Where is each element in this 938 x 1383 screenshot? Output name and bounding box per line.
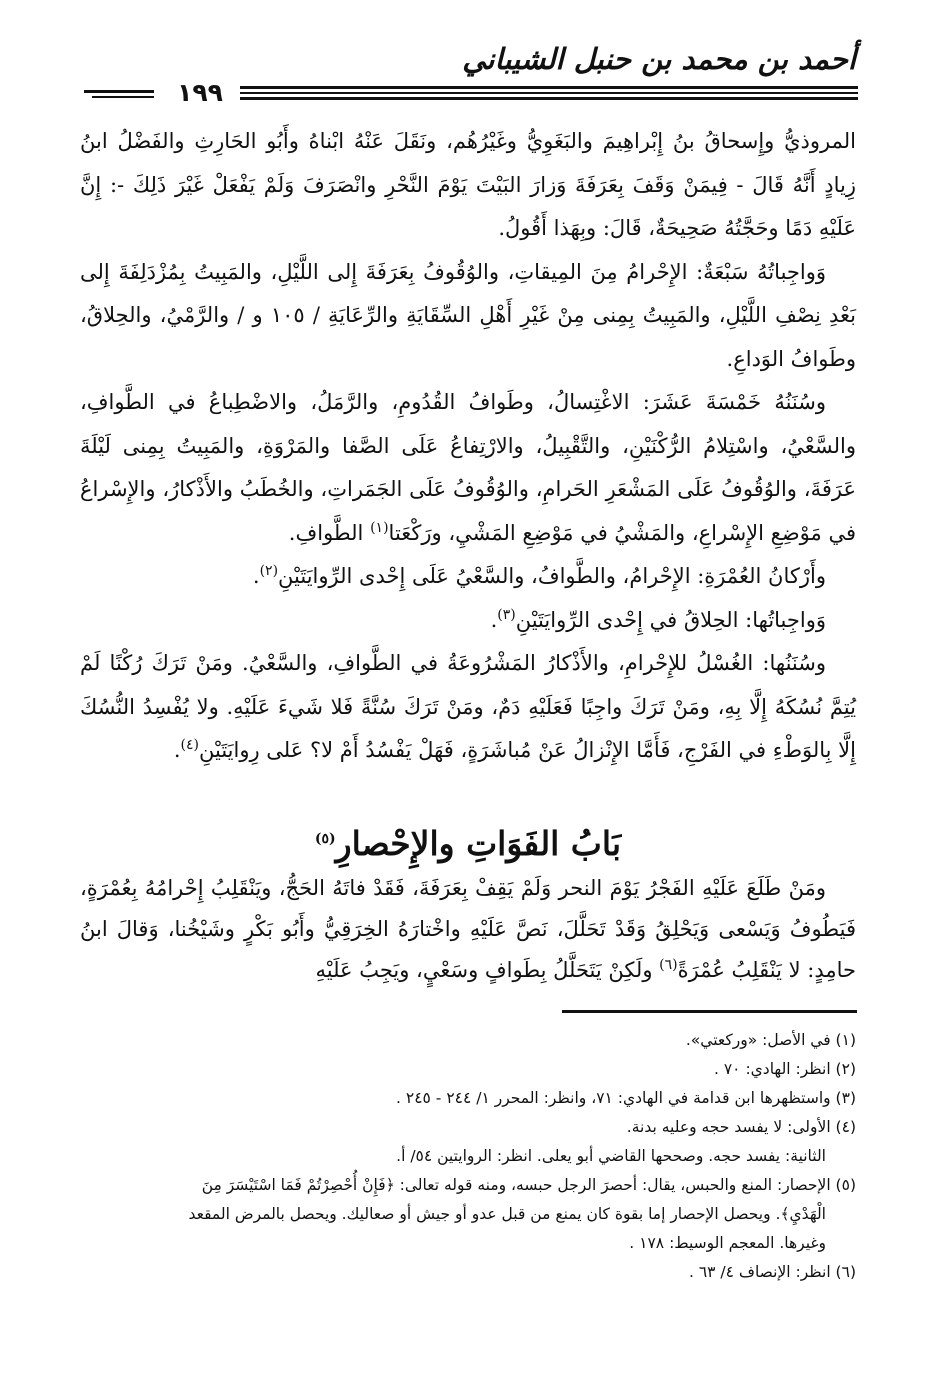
footnote-ref-3[interactable]: (٣) — [497, 606, 516, 623]
footnote-1: (١) في الأصل: «وركعتي». — [685, 1031, 856, 1049]
paragraph-hajj-sunan — [80, 381, 856, 555]
chapter-heading — [80, 820, 856, 868]
footnote-ref-5[interactable]: (٥) — [314, 831, 336, 847]
paragraph-text-end: الطَّوافِ. — [288, 520, 364, 545]
footnote-ref-4[interactable]: (٤) — [180, 737, 199, 753]
paragraph-text-end: . — [490, 607, 498, 632]
chapter-title: بَابُ الفَوَاتِ والإِحْصارِ — [335, 824, 622, 863]
footnote-4: (٤) الأولى: لا يفسد حجه وعليه بدنة. — [626, 1118, 856, 1136]
footnote-5: (٥) الإحصار: المنع والحبس، يقال: أحصرَ الرجل حبسه، ومنه قوله تعالى: ﴿فَإِنْ أُحْصِرْتُمْ فَمَا اسْتَيْسَرَ مِنَ الْهَدْيِ﴾. ويحصل الإحصار إما بقوة كان يمنع من قبل عدو أو جيش أو صعاليك. ويحصل بالمرض المقعد وغيرها. المعجم الوسيط: ١٧٨ . — [188, 1176, 856, 1252]
paragraph-missed-hajj — [80, 868, 856, 991]
paragraph-text: ومَنْ طَلَعَ عَلَيْهِ الفَجْرُ يَوْمَ النحر وَلَمْ يَقِفْ بِعَرَفَةَ، فَقَدْ فاتَهُ الحَجُّ، ويَنْقَلِبُ إِحْرامُهُ بِعُمْرَةٍ، فَيَطُوفُ وَيَسْعى وَيَحْلِقُ وَقَدْ تَحَلَّلَ، نَصَّ عَلَيْهِ واخْتارَهُ الخِرَقِيُّ وأَبُو بَكْرٍ وشَيْخُنا، وَقالَ ابنُ حامِدٍ: لا يَنْقَلِبُ عُمْرَةً — [80, 876, 856, 982]
running-title: أحمد بن محمد بن حنبل الشيباني — [462, 42, 856, 76]
paragraph-umrah-pillars — [80, 555, 856, 599]
main-text — [80, 120, 856, 773]
chapter-text — [80, 868, 856, 991]
footnote-6: (٦) انظر: الإنصاف ٤/ ٦٣ . — [688, 1263, 856, 1281]
paragraph-hajj-obligations: وَواجِباتُهُ سَبْعَةٌ: الإِحْرامُ مِنَ المِيقاتِ، والوُقُوفُ بِعَرَفَةَ إِلى اللَّيْلِ، والمَبِيتُ بِمُزْدَلِفَةَ إِلى بَعْدِ نِصْفِ اللَّيْلِ، والمَبِيتُ بِمِنى مِنْ غَيْرِ أَهْلِ السِّقَايَةِ والرِّعَايَةِ / ١٠٥ و / والرَّمْيُ، والحِلاقُ، وطَوافُ الوَداعِ. — [80, 259, 856, 371]
paragraph-text-end: . — [252, 564, 260, 588]
paragraph-text: وسُنَنُهُ خَمْسَةَ عَشَرَ: الاغْتِسالُ، وطَوافُ القُدُومِ، والرَّمَلُ، والاضْطِباعُ في الطَّوافِ، والسَّعْيُ، واسْتِلامُ الرُّكْنَيْنِ، والتَّقْبِيلُ، والارْتِفاعُ عَلَى الصَّفا والمَرْوَةِ، والمَبِيتُ بِمِنى لَيْلَةَ عَرَفَةَ، والوُقُوفُ عَلَى المَشْعَرِ الحَرامِ، والوُقُوفُ عَلَى الجَمَراتِ، والخُطَبُ والأَذْكارُ، والإِسْراعُ في مَوْضِعِ الإِسْراعِ، والمَشْيُ في مَوْضِعِ المَشْيِ، ورَكْعَتا — [80, 390, 856, 545]
header-rule — [240, 86, 858, 100]
paragraph-text-end: ولَكِنْ يَتَحَلَّلُ بِطَوافٍ وسَعْيٍ، ويَجِبُ عَلَيْهِ — [315, 958, 660, 982]
footnote-ref-2[interactable]: (٢) — [259, 563, 279, 579]
paragraph-transmitters: المروذيُّ وإِسحاقُ بنُ إِبْراهِيمَ والبَغَوِيُّ وغَيْرُهُم، ونَقَلَ عَنْهُ ابْناهُ وأَبُو الحَارِثِ والفَضْلُ ابنُ زِيادٍ أَنَّهُ قَالَ - فِيمَنْ وَقَفَ بِعَرَفَةَ وَزارَ البَيْتَ يَوْمَ النَّحْرِ وانْصَرَفَ وَلَمْ يَفْعَلْ غَيْرَ ذَلِكَ -: إِنَّ عَلَيْهِ دَمًا وحَجَّتُهُ صَحِيحَةٌ، قَالَ: وبِهَذا أَقُولُ. — [80, 129, 856, 240]
paragraph-umrah-obligations — [80, 599, 856, 643]
footnote-separator — [562, 1010, 857, 1013]
paragraph-text-end: . — [173, 738, 181, 762]
footnote-2: (٢) انظر: الهادي: ٧٠ . — [714, 1060, 856, 1078]
footnote-3: (٣) واستظهرها ابن قدامة في الهادي: ٧١، وانظر: المحرر ١/ ٢٤٤ - ٢٤٥ . — [396, 1089, 856, 1107]
footnotes — [150, 1026, 856, 1287]
paragraph-text: وسُنَنُها: الغُسْلُ للإِحْرامِ، والأَذْكارُ المَشْرُوعَةُ في الطَّوافِ، والسَّعْيُ. ومَنْ تَرَكَ رُكْنًا لَمْ يُتِمَّ نُسُكَهُ إِلَّا بِهِ، ومَنْ تَرَكَ واجِبًا فَعَلَيْهِ دَمٌ، ومَنْ تَرَكَ سُنَّةً فَلا شَيءَ عَلَيْهِ. ولا يُفْسِدُ النُّسُكَ إِلَّا بِالوَطْءِ في الفَرْجِ، فَأَمَّا الإِنْزالُ عَنْ مُباشَرَةٍ، فَهَلْ يَفْسُدُ أَمْ لا؟ عَلى رِوايَتَيْنِ — [80, 651, 856, 762]
paragraph-text: وأَرْكانُ العُمْرَةِ: الإِحْرامُ، والطَّوافُ، والسَّعْيُ عَلَى إِحْدى الرِّوايَتَيْنِ — [278, 564, 826, 588]
header-rule-left — [84, 88, 154, 100]
page-number: ١٩٩ — [177, 78, 223, 107]
footnote-ref-1[interactable]: (١) — [370, 519, 389, 536]
paragraph-umrah-sunan — [80, 642, 856, 773]
footnote-4-continued: الثانية: يفسد حجه. وصححها القاضي أبو يعلى. انظر: الروايتين ٥٤/ أ. — [396, 1147, 826, 1165]
footnote-ref-6[interactable]: (٦) — [659, 957, 678, 973]
paragraph-text: وَواجِباتُها: الحِلاقُ في إِحْدى الرِّوايَتَيْنِ — [515, 607, 826, 632]
